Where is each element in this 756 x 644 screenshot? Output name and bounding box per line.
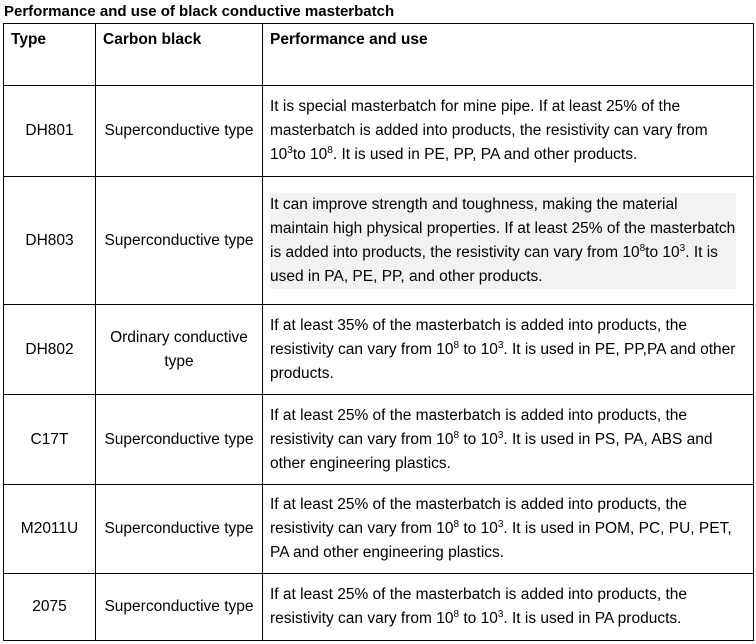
performance-text: to 10 [459,610,498,627]
type-cell: C17T [4,395,96,485]
type-cell: DH801 [4,86,96,177]
carbon-black-cell: Superconductive type [96,485,263,574]
performance-text: . It is used in POM, PC, PU, PET, PA and other engineering plastics. [270,520,732,561]
exponent: 3 [497,608,504,620]
table-row [4,86,754,177]
header-type: Type [4,24,96,86]
table-row [4,395,754,485]
carbon-black-cell: Superconductive type [96,395,263,485]
performance-cell [263,395,754,485]
exponent: 3 [497,339,504,351]
performance-text: to 10 [459,520,498,537]
performance-text: . It is used in PA products. [503,610,682,627]
exponent: 3 [497,429,504,441]
performance-cell [263,305,754,395]
exponent: 8 [453,429,460,441]
performance-text: If at least 25% of the masterbatch is added into products, the resistivity can vary from 10 [270,586,688,627]
header-row [4,24,754,86]
type-cell: DH803 [4,177,96,305]
performance-cell [263,177,754,305]
header-carbon-black: Carbon black [96,24,263,86]
header-performance: Performance and use [263,24,754,86]
performance-text: to 10 [645,243,680,261]
type-cell: DH802 [4,305,96,395]
performance-text: . It is used in PA, PE, PP, and other products. [270,243,718,285]
table-caption: Performance and use of black conductive masterbatch [4,3,395,20]
table-row [4,177,754,305]
performance-text: . It is used in PE, PP, PA and other products. [332,146,638,163]
performance-cell [263,485,754,574]
performance-text: If at least 35% of the masterbatch is added into products, the resistivity can vary from 10 [270,316,688,358]
performance-text: to 10 [292,146,328,163]
type-cell: 2075 [4,574,96,641]
performance-text: . It is used in PE, PP,PA and other products. [270,340,736,382]
table-row [4,574,754,641]
carbon-black-cell: Superconductive type [96,86,263,177]
exponent: 3 [679,242,686,254]
performance-text: If at least 25% of the masterbatch is added into products, the resistivity can vary from 10 [270,496,688,537]
carbon-black-cell: Superconductive type [96,574,263,641]
table-row [4,485,754,574]
exponent: 8 [327,144,333,156]
exponent: 8 [453,518,460,530]
exponent: 3 [287,144,293,156]
table-row [4,305,754,395]
performance-text: It is special masterbatch for mine pipe. If at least 25% of the masterbatch is added into products, the resistivity can vary from 10 [270,98,708,163]
exponent: 3 [497,518,504,530]
exponent: 8 [639,242,646,254]
carbon-black-cell: Superconductive type [96,177,263,305]
performance-text: to 10 [459,340,498,358]
performance-text: It can improve strength and toughness, making the material maintain high physical properties. If at least 25% of the masterbatch is added into products, the resistivity can vary from 10 [270,195,736,261]
exponent: 8 [453,339,460,351]
highlighted-block [270,193,736,289]
masterbatch-table [3,23,754,641]
performance-text: to 10 [459,430,498,448]
performance-text: . It is used in PS, PA, ABS and other engineering plastics. [270,430,713,472]
performance-cell [263,86,754,177]
type-cell: M2011U [4,485,96,574]
exponent: 8 [453,608,460,620]
carbon-black-cell: Ordinary conductive type [96,305,263,395]
performance-cell [263,574,754,641]
performance-text: If at least 25% of the masterbatch is added into products, the resistivity can vary from 10 [270,406,688,448]
